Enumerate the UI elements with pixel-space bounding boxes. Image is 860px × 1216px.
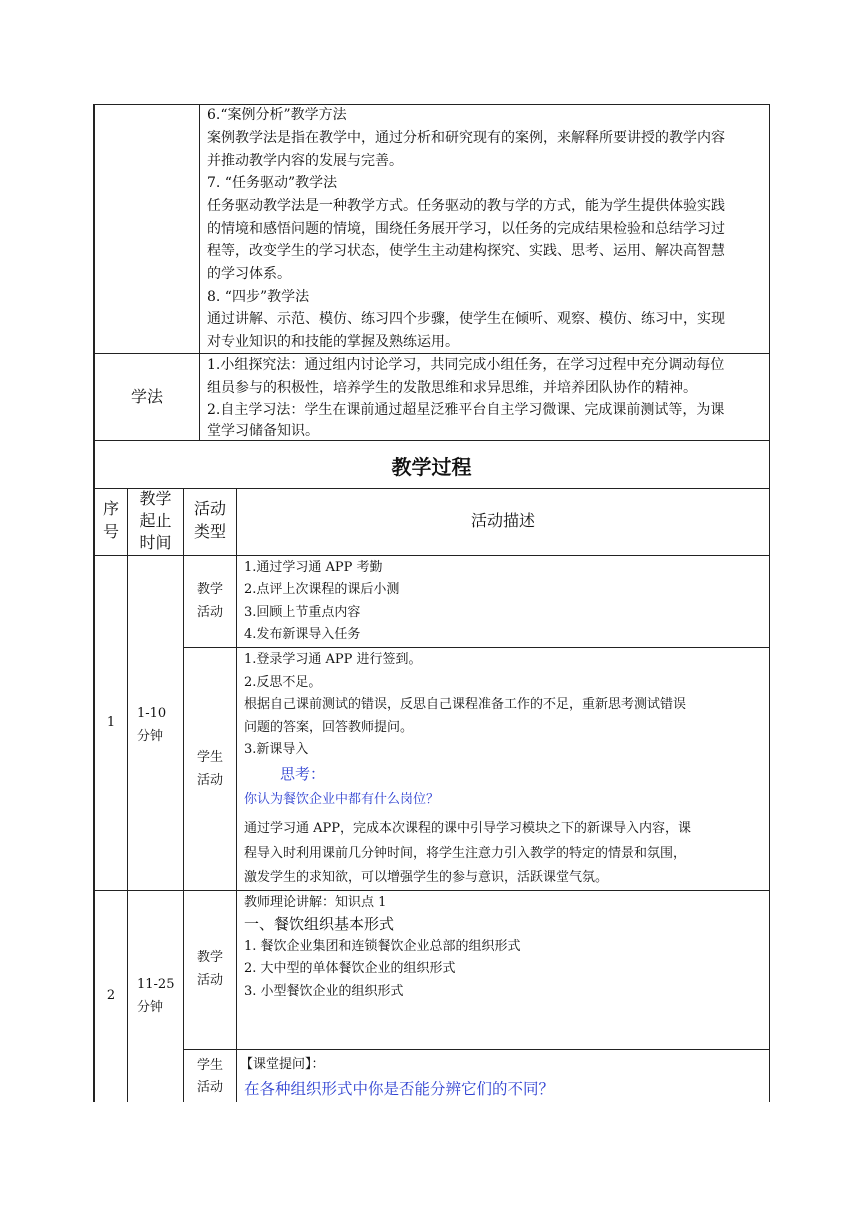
header-seq-2: 号 <box>102 522 119 541</box>
seq-divider <box>127 488 128 1102</box>
row2-seq: 2 <box>106 988 116 1003</box>
row2-student-type-2: 活动 <box>196 1080 223 1095</box>
think-label: 思考： <box>280 765 326 783</box>
row2-time-1: 11-25 <box>137 977 175 992</box>
top-border <box>93 104 770 105</box>
methods-line: 通过讲解、示范、模仿、练习四个步骤，使学生在倾听、观察、模仿、练习中，实现 <box>207 311 725 327</box>
methods-line: 程等，改变学生的学习状态，使学生主动建构探究、实践、思考、运用、解决高智慧 <box>207 243 725 259</box>
row1-student-line: 3.新课导入 <box>244 742 309 757</box>
header-type-1: 活动 <box>193 499 226 518</box>
row1-teach-line: 2.点评上次课程的课后小测 <box>244 582 400 597</box>
row2-student-question: 在各种组织形式中你是否能分辨它们的不同？ <box>244 1080 555 1098</box>
row1-seq: 1 <box>106 715 116 730</box>
row1-student-line: 2.反思不足。 <box>244 675 322 690</box>
header-seq-1: 序 <box>102 499 119 518</box>
row1-teach-bottom <box>183 647 770 648</box>
table-right-border <box>769 104 770 1102</box>
row2-student-prompt: 【课堂提问】： <box>240 1057 325 1072</box>
header-time-1: 教学 <box>139 489 172 508</box>
row2-teach-heading: 一、餐饮组织基本形式 <box>244 915 395 933</box>
row2-teach-bottom <box>183 1049 770 1050</box>
row2-teach-type-1: 教学 <box>196 950 223 965</box>
learning-line: 2.自主学习法：学生在课前通过超星泛雅平台自主学习微课、完成课前测试等，为课 <box>207 402 725 418</box>
learning-line: 1.小组探究法：通过组内讨论学习，共同完成小组任务，在学习过程中充分调动每位 <box>207 357 725 373</box>
header-bottom-border <box>93 555 770 556</box>
row1-teach-type-2: 活动 <box>196 605 223 620</box>
row1-student-type-1: 学生 <box>196 750 223 765</box>
header-type-2: 类型 <box>193 522 226 541</box>
row1-student-line: 问题的答案，回答教师提问。 <box>244 720 414 735</box>
table-left-border <box>93 104 95 1102</box>
title-bottom-border <box>93 488 770 489</box>
methods-line: 7. “任务驱动”教学法 <box>207 175 338 191</box>
row1-teach-line: 4.发布新课导入任务 <box>244 627 361 642</box>
methods-line: 任务驱动教学法是一种教学方式。任务驱动的教与学的方式，能为学生提供体验实践 <box>207 198 725 214</box>
row1-bottom-border <box>93 890 770 891</box>
row2-student-type-1: 学生 <box>196 1058 223 1073</box>
process-title: 教学过程 <box>391 455 472 479</box>
think-question: 你认为餐饮企业中都有什么岗位？ <box>244 792 440 807</box>
row2-teach-item: 2. 大中型的单体餐饮企业的组织形式 <box>244 961 456 976</box>
header-time-3: 时间 <box>139 533 172 552</box>
learning-methods-label: 学法 <box>130 387 163 406</box>
methods-line: 的学习体系。 <box>207 266 291 282</box>
methods-divider <box>199 104 200 440</box>
row2-time-2: 分钟 <box>137 1000 164 1015</box>
row2-teach-type-2: 活动 <box>196 973 223 988</box>
row1-teach-line: 3.回顾上节重点内容 <box>244 605 361 620</box>
row1-teach-line: 1.通过学习通 APP 考勤 <box>244 560 383 575</box>
row1-time-1: 1-10 <box>137 706 167 721</box>
row2-teach-item: 1. 餐饮企业集团和连锁餐饮企业总部的组织形式 <box>244 939 521 954</box>
methods-line: 案例教学法是指在教学中，通过分析和研究现有的案例，来解释所要讲授的教学内容 <box>207 130 725 146</box>
row1-student-type-2: 活动 <box>196 773 223 788</box>
row1-teach-type-1: 教学 <box>196 582 223 597</box>
header-time-2: 起止 <box>139 511 172 530</box>
methods-line: 的情境和感悟问题的情境，围绕任务展开学习，以任务的完成结果检验和总结学习过 <box>207 221 725 237</box>
methods-line: 对专业知识的和技能的掌握及熟练运用。 <box>207 334 459 350</box>
methods-line: 8. “四步”教学法 <box>207 289 310 305</box>
methods-line: 并推动教学内容的发展与完善。 <box>207 153 403 169</box>
row1-student-tail: 程导入时利用课前几分钟时间，将学生注意力引入教学的特定的情景和氛围， <box>244 846 687 861</box>
row1-student-line: 根据自己课前测试的错误，反思自己课程准备工作的不足，重新思考测试错误 <box>244 697 687 712</box>
row2-teach-item: 3. 小型餐饮企业的组织形式 <box>244 984 404 999</box>
row1-student-tail: 激发学生的求知欲，可以增强学生的参与意识，活跃课堂气氛。 <box>244 870 609 885</box>
type-divider <box>236 488 237 1102</box>
row2-teach-intro: 教师理论讲解：知识点 1 <box>244 895 387 910</box>
learning-bottom-border <box>93 440 770 441</box>
methods-line: 6.“案例分析”教学方法 <box>207 107 347 123</box>
row1-student-line: 1.登录学习通 APP 进行签到。 <box>244 652 422 667</box>
row1-student-tail: 通过学习通 APP，完成本次课程的课中引导学习模块之下的新课导入内容，课 <box>244 821 692 836</box>
row1-time-2: 分钟 <box>137 729 164 744</box>
learning-line: 堂学习储备知识。 <box>207 423 319 439</box>
learning-line: 组员参与的积极性，培养学生的发散思维和求异思维，并培养团队协作的精神。 <box>207 380 697 396</box>
header-desc: 活动描述 <box>470 511 535 530</box>
